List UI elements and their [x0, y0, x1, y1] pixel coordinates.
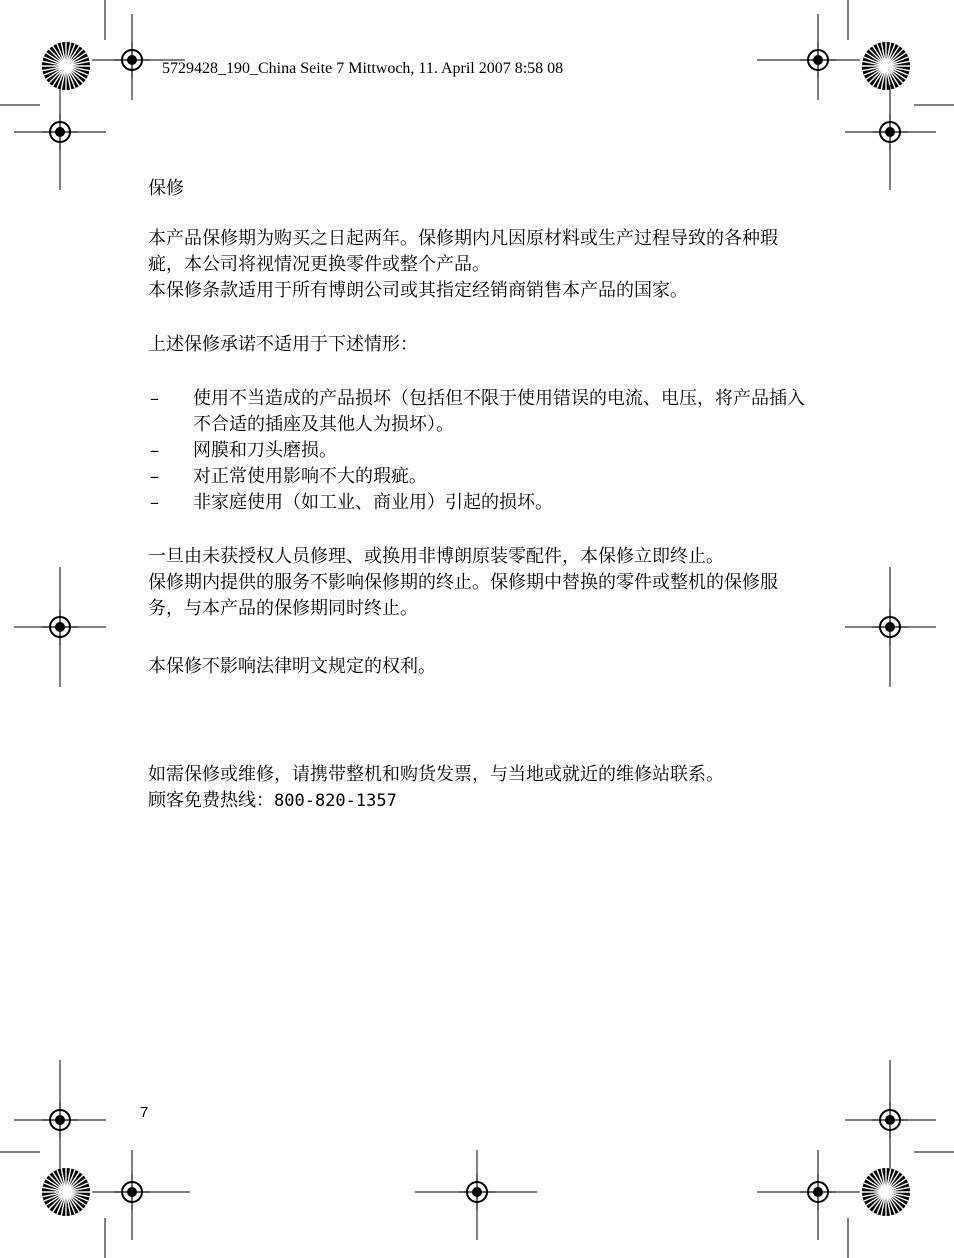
intro-paragraph-1: 本产品保修期为购买之日起两年。保修期内凡因原材料或生产过程导致的各种瑕疵，本公司将视情况更换零件或整个产品。 [148, 228, 778, 275]
intro-block [148, 226, 812, 304]
list-dash: – [150, 440, 159, 461]
list-item [148, 386, 812, 438]
list-dash: – [150, 466, 159, 487]
starburst-mark-top-left [42, 42, 90, 90]
warranty-section [148, 176, 812, 814]
spacer [148, 744, 812, 762]
spacer [148, 680, 812, 744]
list-item-text: 非家庭使用（如工业、商业用）引起的损坏。 [193, 492, 553, 513]
spacer [148, 622, 812, 654]
exclusions-list [148, 386, 812, 516]
starburst-mark-bottom-right [862, 1168, 910, 1216]
unauthorized-repair-paragraph: 一旦由未获授权人员修理、或换用非博朗原装零配件，本保修立即终止。 [148, 546, 724, 567]
list-dash: – [150, 492, 159, 513]
contact-paragraph [148, 762, 812, 788]
list-item [148, 464, 812, 490]
warranty-title: 保修 [148, 178, 184, 199]
hotline-label: 顾客免费热线： [148, 790, 274, 811]
intro-paragraph-2: 本保修条款适用于所有博朗公司或其指定经销商销售本产品的国家。 [148, 280, 688, 301]
hotline-line [148, 788, 812, 814]
contact-tail: 与当地或就近的维修站联系。 [490, 764, 724, 785]
page-number: 7 [140, 1104, 149, 1121]
print-slug: 5729428_190_China Seite 7 Mittwoch, 11. April 2007 8:58 08 [162, 60, 564, 77]
list-item [148, 438, 812, 464]
starburst-mark-bottom-left [42, 1168, 90, 1216]
list-item-text: 网膜和刀头磨损。 [193, 440, 337, 461]
list-dash: – [150, 388, 159, 409]
exclusions-heading: 上述保修承诺不适用于下述情形： [148, 334, 418, 355]
legal-rights-paragraph: 本保修不影响法律明文规定的权利。 [148, 656, 436, 677]
starburst-mark-top-right [862, 42, 910, 90]
contact-lead: 如需保修或维修， [148, 764, 292, 785]
list-item [148, 490, 812, 516]
hotline-number: 800-820-1357 [274, 791, 397, 811]
list-item-text: 对正常使用影响不大的瑕疵。 [193, 466, 427, 487]
contact-middle: 请携带整机和购货发票， [292, 764, 490, 785]
service-period-paragraph: 保修期内提供的服务不影响保修期的终止。保修期中替换的零件或整机的保修服务，与本产品的保修期同时终止。 [148, 572, 778, 619]
list-item-text: 使用不当造成的产品损坏（包括但不限于使用错误的电流、电压，将产品插入不合适的插座及其他人为损坏）。 [193, 388, 805, 435]
